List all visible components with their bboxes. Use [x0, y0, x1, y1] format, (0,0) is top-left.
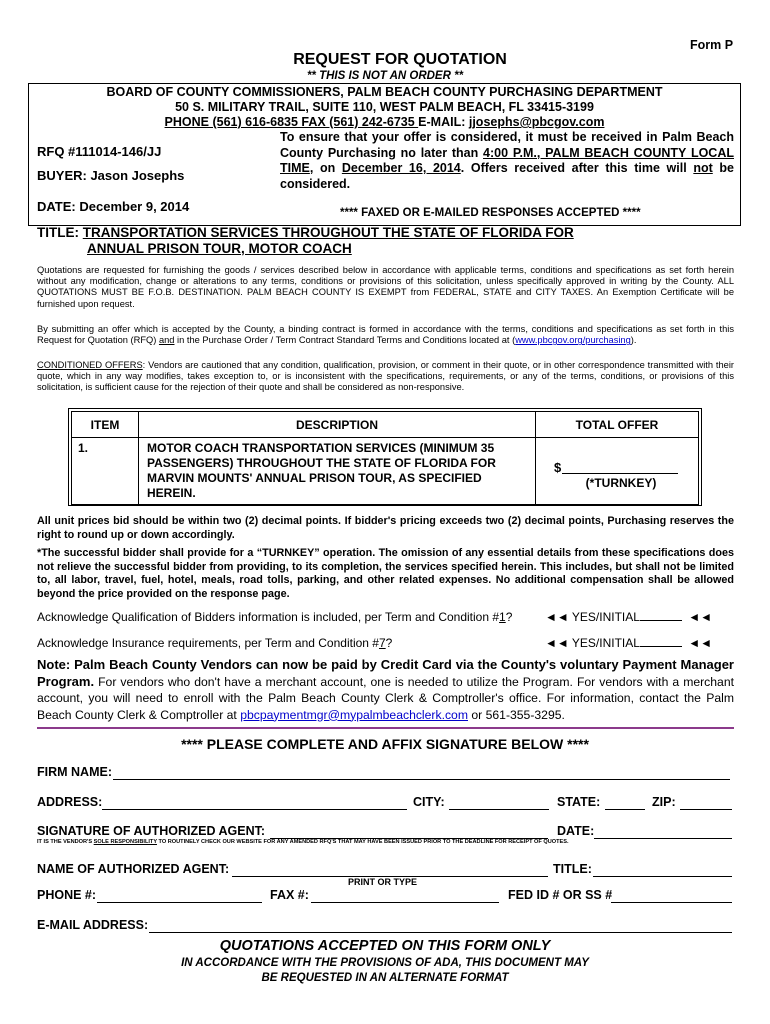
- arrow-right-icon: ◄◄: [688, 636, 713, 650]
- zip-input[interactable]: [680, 809, 732, 810]
- fed-id-input[interactable]: [611, 902, 732, 903]
- state-label: STATE:: [557, 795, 601, 809]
- ack-insurance-text: Acknowledge Insurance requirements, per Term and Condition #: [37, 636, 379, 650]
- clerk-email-link[interactable]: pbcpaymentmgr@mypalmbeachclerk.com: [240, 707, 468, 722]
- binding-text-2: in the Purchase Order / Term Contract Standard Terms and Conditions located at (: [174, 335, 516, 346]
- phone-input[interactable]: [97, 902, 262, 903]
- row-item-number: 1.: [72, 438, 139, 505]
- city-label: CITY:: [413, 795, 445, 809]
- row-total-offer: [536, 438, 699, 505]
- footer-line-3: BE REQUESTED IN AN ALTERNATE FORMAT: [261, 972, 509, 984]
- buyer: BUYER: Jason Josephs: [37, 168, 185, 183]
- fine-print-underline: SOLE RESPONSIBILITY: [93, 839, 157, 845]
- deadline-date: December 16, 2014: [341, 161, 461, 175]
- email-address-label: E-MAIL ADDRESS:: [37, 918, 149, 932]
- ack-qualification-q: ?: [505, 610, 513, 624]
- unit-price-note: All unit prices bid should be within two (2) decimal points. If bidder's pricing exceeds two (2) decimal points, Purchasing reserves the right to round up or down accordingly.: [37, 515, 734, 541]
- total-offer-input[interactable]: [562, 473, 678, 474]
- rfq-title-line-2: ANNUAL PRISON TOUR, MOTOR COACH: [87, 241, 352, 256]
- deadline-not: not: [693, 161, 713, 175]
- row-description: MOTOR COACH TRANSPORTATION SERVICES (MINIMUM 35 PASSENGERS) THROUGHOUT THE STATE OF FLORIDA FOR MARVIN MOUNTS' ANNUAL PRISON TOUR, AS SPECIFIED HEREIN.: [139, 438, 536, 505]
- turnkey-label: (*TURNKEY): [585, 476, 657, 490]
- state-input[interactable]: [605, 809, 645, 810]
- ack-qualification-initial: [545, 610, 712, 624]
- purchasing-link[interactable]: www.pbcgov.org/purchasing: [515, 335, 631, 346]
- header-description: DESCRIPTION: [139, 412, 536, 438]
- conditioned-offers-label: CONDITIONED OFFERS: [37, 360, 143, 370]
- rfq-date: DATE: December 9, 2014: [37, 199, 190, 214]
- city-input[interactable]: [449, 809, 549, 810]
- intro-paragraph: Quotations are requested for furnishing the goods / services described below in accordance with applicable terms, conditions and specifications as set forth herein without any modification, change or alterations to any terms, conditions or provisions of this solicitation, unless specifically approved in writing by the County. ALL QUOTATIONS MUST BE F.O.B. DESTINATION. PALM BEACH COUNTY IS EXEMPT from FEDERAL, STATE and CITY TAXES. An Exemption Certificate will be furnished upon request.: [37, 265, 734, 309]
- dept-name: BOARD OF COUNTY COMMISSIONERS, PALM BEACH COUNTY PURCHASING DEPARTMENT: [106, 85, 663, 99]
- footer-line-1: QUOTATIONS ACCEPTED ON THIS FORM ONLY: [219, 938, 551, 954]
- print-or-type: PRINT OR TYPE: [348, 877, 418, 887]
- binding-text-3: ).: [630, 335, 637, 346]
- footer-line-2: IN ACCORDANCE WITH THE PROVISIONS OF ADA, THIS DOCUMENT MAY: [181, 957, 589, 969]
- page-subtitle: ** THIS IS NOT AN ORDER **: [306, 70, 464, 82]
- date-input[interactable]: [594, 838, 732, 839]
- initial-input-1[interactable]: [640, 620, 682, 621]
- deadline-text-2: , on: [309, 161, 342, 175]
- credit-card-text: For vendors who don't have a merchant account, one is needed to utilize the Program. For vendors with a merchant account, you will need to enroll with the Palm Beach County Clerk & Comptroller's office. For information, contact the Palm Beach County Clerk & Comptroller at: [37, 674, 734, 722]
- phone-fax: PHONE (561) 616-6835 FAX (561) 242-6735: [164, 115, 419, 129]
- yes-initial-label: YES/INITIAL: [571, 636, 640, 650]
- section-divider: [37, 727, 734, 729]
- deadline-text-3: . Offers received after this time will: [460, 161, 694, 175]
- deadline-time: 4:00 P.M., PALM BEACH COUNTY LOCAL TIME: [280, 145, 734, 175]
- ack-qualification-num: 1: [499, 610, 506, 624]
- signature-header: **** PLEASE COMPLETE AND AFFIX SIGNATURE BELOW ****: [181, 736, 589, 752]
- address-label: ADDRESS:: [37, 795, 103, 809]
- faxed-note: **** FAXED OR E-MAILED RESPONSES ACCEPTED ****: [340, 207, 641, 219]
- deadline-notice: [280, 130, 734, 192]
- credit-card-heading: Note: Palm Beach County Vendors can now be paid by Credit Card via the County's voluntary Payment Manager Program.: [37, 657, 734, 689]
- firm-name-label: FIRM NAME:: [37, 765, 112, 779]
- conditioned-offers-text: : Vendors are cautioned that any condition, qualification, provision, or comment in their quote, or in other correspondence transmitted with their quote, which in any way modifies, takes exception to, or is inconsistent with the specifications, requirements, or any of the terms, conditions, or provisions of this solicitation, is sufficient cause for the rejection of their quote and shall be considered as non-responsive.: [37, 360, 735, 393]
- title-label: TITLE:: [37, 225, 83, 240]
- fine-print-text-2: TO ROUTINELY CHECK OUR WEBSITE FOR ANY AMENDED RFQ'S THAT MAY HAVE BEEN ISSUED PRIOR TO THE DEADLINE FOR RECEIPT OF QUOTES.: [156, 839, 569, 845]
- header-item: ITEM: [72, 412, 139, 438]
- conditioned-offers-paragraph: [37, 360, 734, 394]
- fed-id-label: FED ID # OR SS #: [508, 888, 613, 902]
- address-input[interactable]: [102, 809, 407, 810]
- binding-text: By submitting an offer which is accepted by the County, a binding contract is formed in accordance with the terms, conditions and specifications as set forth in this Request for Quotation (RFQ): [37, 324, 734, 346]
- email-label: E-MAIL:: [418, 115, 469, 129]
- arrow-left-icon: ◄◄: [545, 610, 569, 624]
- phone-label: PHONE #:: [37, 888, 97, 902]
- email-address-input[interactable]: [149, 932, 732, 933]
- deadline-text: To ensure that your offer is considered, it must be received in Palm Beach County Purchasing no later than: [280, 130, 734, 160]
- website-fine-print: [37, 839, 569, 845]
- deadline-text-4: be considered.: [280, 161, 734, 191]
- ack-insurance-num: 7: [378, 636, 386, 650]
- fine-print-text: IT IS THE VENDOR'S: [37, 839, 94, 845]
- items-table: [71, 411, 699, 505]
- signature-label: SIGNATURE OF AUTHORIZED AGENT:: [37, 824, 266, 838]
- ack-qualification: [37, 610, 512, 624]
- header-total-offer: TOTAL OFFER: [536, 412, 699, 438]
- rfq-title: [37, 225, 574, 241]
- zip-label: ZIP:: [652, 795, 676, 809]
- initial-input-2[interactable]: [640, 646, 682, 647]
- title-input[interactable]: [593, 876, 732, 877]
- clerk-phone: or 561-355-3295.: [468, 707, 565, 722]
- page-title: REQUEST FOR QUOTATION: [293, 51, 507, 68]
- turnkey-note: *The successful bidder shall provide for a “TURNKEY” operation. The omission of any essential details from these specifications does not relieve the successful bidder from providing, to its completion, the services specified herein. This includes, but shall not be limited to, all labor, travel, fuel, hotel, meals, road tolls, parking, and other related expenses. No additional compensation shall be allowed beyond the price provided on the response page.: [37, 547, 734, 600]
- binding-paragraph: [37, 324, 734, 346]
- form-id: Form P: [690, 38, 734, 52]
- yes-initial-label: YES/INITIAL: [571, 610, 640, 624]
- dept-address: 50 S. MILITARY TRAIL, SUITE 110, WEST PALM BEACH, FL 33415-3199: [175, 100, 594, 114]
- firm-name-input[interactable]: [113, 779, 730, 780]
- ack-insurance-initial: [545, 636, 712, 650]
- fax-label: FAX #:: [270, 888, 309, 902]
- date-label: DATE:: [557, 824, 595, 838]
- credit-card-note: [37, 657, 734, 723]
- fax-input[interactable]: [311, 902, 499, 903]
- arrow-right-icon: ◄◄: [688, 610, 713, 624]
- dollar-sign: $: [554, 460, 562, 475]
- rfq-number: RFQ #111014-146/JJ: [37, 144, 162, 159]
- email-link[interactable]: jjosephs@pbcgov.com: [468, 115, 605, 129]
- ack-insurance: [37, 636, 392, 650]
- ack-insurance-q: ?: [385, 636, 393, 650]
- title-label: TITLE:: [553, 862, 592, 876]
- dept-contact: [28, 115, 741, 129]
- title-line-1: TRANSPORTATION SERVICES THROUGHOUT THE STATE OF FLORIDA FOR: [82, 225, 574, 240]
- agent-name-label: NAME OF AUTHORIZED AGENT:: [37, 862, 230, 876]
- binding-and: and: [158, 335, 175, 346]
- arrow-left-icon: ◄◄: [545, 636, 569, 650]
- ack-qualification-text: Acknowledge Qualification of Bidders information is included, per Term and Condition #: [37, 610, 500, 624]
